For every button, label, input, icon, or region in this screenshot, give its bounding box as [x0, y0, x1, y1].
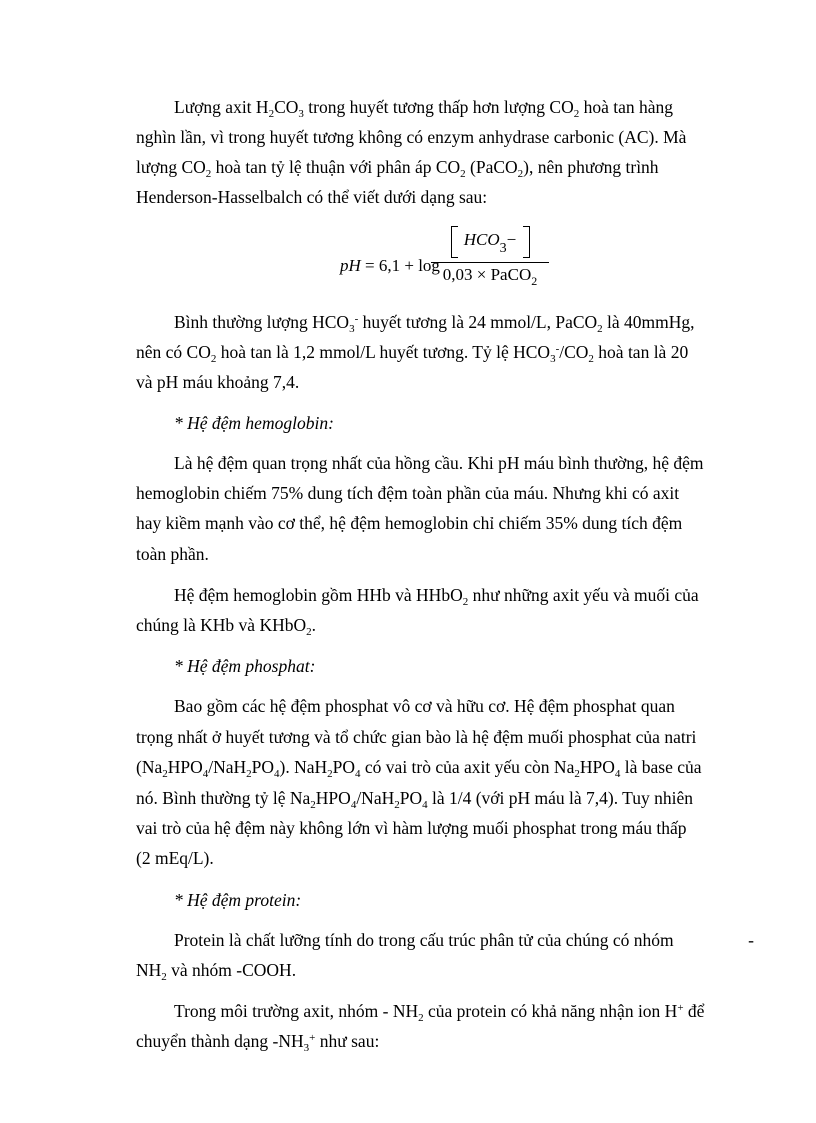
- formula-denominator: 0,03 × PaCO$_2$: [442, 265, 538, 288]
- paragraph-6-line-1: Protein là chất lưỡng tính do trong cấu trúc phân tử của chúng có nhóm -: [174, 930, 754, 950]
- formula-numerator: $HCO_3-$: [463, 230, 517, 256]
- heading-phosphate-buffer: * Hệ đệm phosphat:: [174, 656, 316, 676]
- paragraph-5-line-4: nó. Bình thường tỷ lệ $Na_2HPO_4/NaH_2PO_4$ là 1/4 (với pH máu là 7,4). Tuy nhiên: [136, 788, 694, 811]
- heading-hemoglobin-buffer: * Hệ đệm hemoglobin:: [174, 413, 334, 433]
- paragraph-5-line-6: (2 mEq/L).: [136, 848, 214, 868]
- formula-fraction-bar: [431, 262, 549, 263]
- paragraph-2-line-1: Bình thường lượng $HCO_3^-$ huyết tương là 24 mmol/L, PaCO$_2$ là 40mmHg,: [174, 312, 695, 335]
- paragraph-3-line-3: hay kiềm mạnh vào cơ thể, hệ đệm hemoglobin chỉ chiếm 35% dung tích đệm: [136, 513, 683, 533]
- henderson-hasselbalch-formula: [333, 222, 563, 292]
- paragraph-5-line-3: $(Na_2HPO_4/NaH_2PO_4)$. $NaH_2PO_4$ có vai trò của axit yếu còn $Na_2HPO_4$ là base của: [136, 757, 702, 780]
- paragraph-1-line-1: Lượng axit $H_2CO_3$ trong huyết tương thấp hơn lượng $CO_2$ hoà tan hàng: [174, 97, 674, 120]
- formula-lhs: pH = 6,1 + log: [340, 256, 440, 275]
- paragraph-5-line-1: Bao gồm các hệ đệm phosphat vô cơ và hữu cơ. Hệ đệm phosphat quan: [174, 696, 675, 716]
- paragraph-1-line-3: lượng $CO_2$ hoà tan tỷ lệ thuận với phân áp $CO_2$ (PaCO$_2$), nên phương trình: [136, 157, 659, 180]
- paragraph-4-line-2: chúng là KHb và KHbO$_2$.: [136, 615, 316, 638]
- paragraph-7-line-1: Trong môi trường axit, nhóm - $NH_2$ của protein có khả năng nhận ion H+ để: [174, 1001, 705, 1024]
- paragraph-3-line-1: Là hệ đệm quan trọng nhất của hồng cầu. Khi pH máu bình thường, hệ đệm: [174, 453, 704, 473]
- paragraph-7-line-2: chuyển thành dạng $-NH_3^+$ như sau:: [136, 1031, 380, 1054]
- paragraph-3-line-2: hemoglobin chiếm 75% dung tích đệm toàn phần của máu. Nhưng khi có axit: [136, 483, 680, 503]
- paragraph-1-line-4: Henderson-Hasselbalch có thể viết dưới dạng sau:: [136, 187, 488, 207]
- heading-protein-buffer: * Hệ đệm protein:: [174, 890, 302, 910]
- paragraph-5-line-2: trọng nhất ở huyết tương và tổ chức gian bào là hệ đệm muối phosphat của natri: [136, 727, 697, 747]
- formula-right-bracket: [523, 226, 530, 258]
- paragraph-6-line-2: $NH_2$ và nhóm -COOH.: [136, 960, 297, 983]
- paragraph-5-line-5: vai trò của hệ đệm này không lớn vì hàm lượng muối phosphat trong máu thấp: [136, 818, 687, 838]
- paragraph-4-line-1: Hệ đệm hemoglobin gồm HHb và HHbO$_2$ như những axit yếu và muối của: [174, 585, 699, 608]
- paragraph-2-line-2: nên có $CO_2$ hoà tan là 1,2 mmol/L huyết tương. Tỷ lệ $HCO_3^-/CO_2$ hoà tan là 20: [136, 342, 689, 365]
- paragraph-2-line-3: và pH máu khoảng 7,4.: [136, 372, 300, 392]
- paragraph-1-line-2: nghìn lần, vì trong huyết tương không có enzym anhydrase carbonic (AC). Mà: [136, 127, 687, 147]
- paragraph-3-line-4: toàn phần.: [136, 544, 209, 564]
